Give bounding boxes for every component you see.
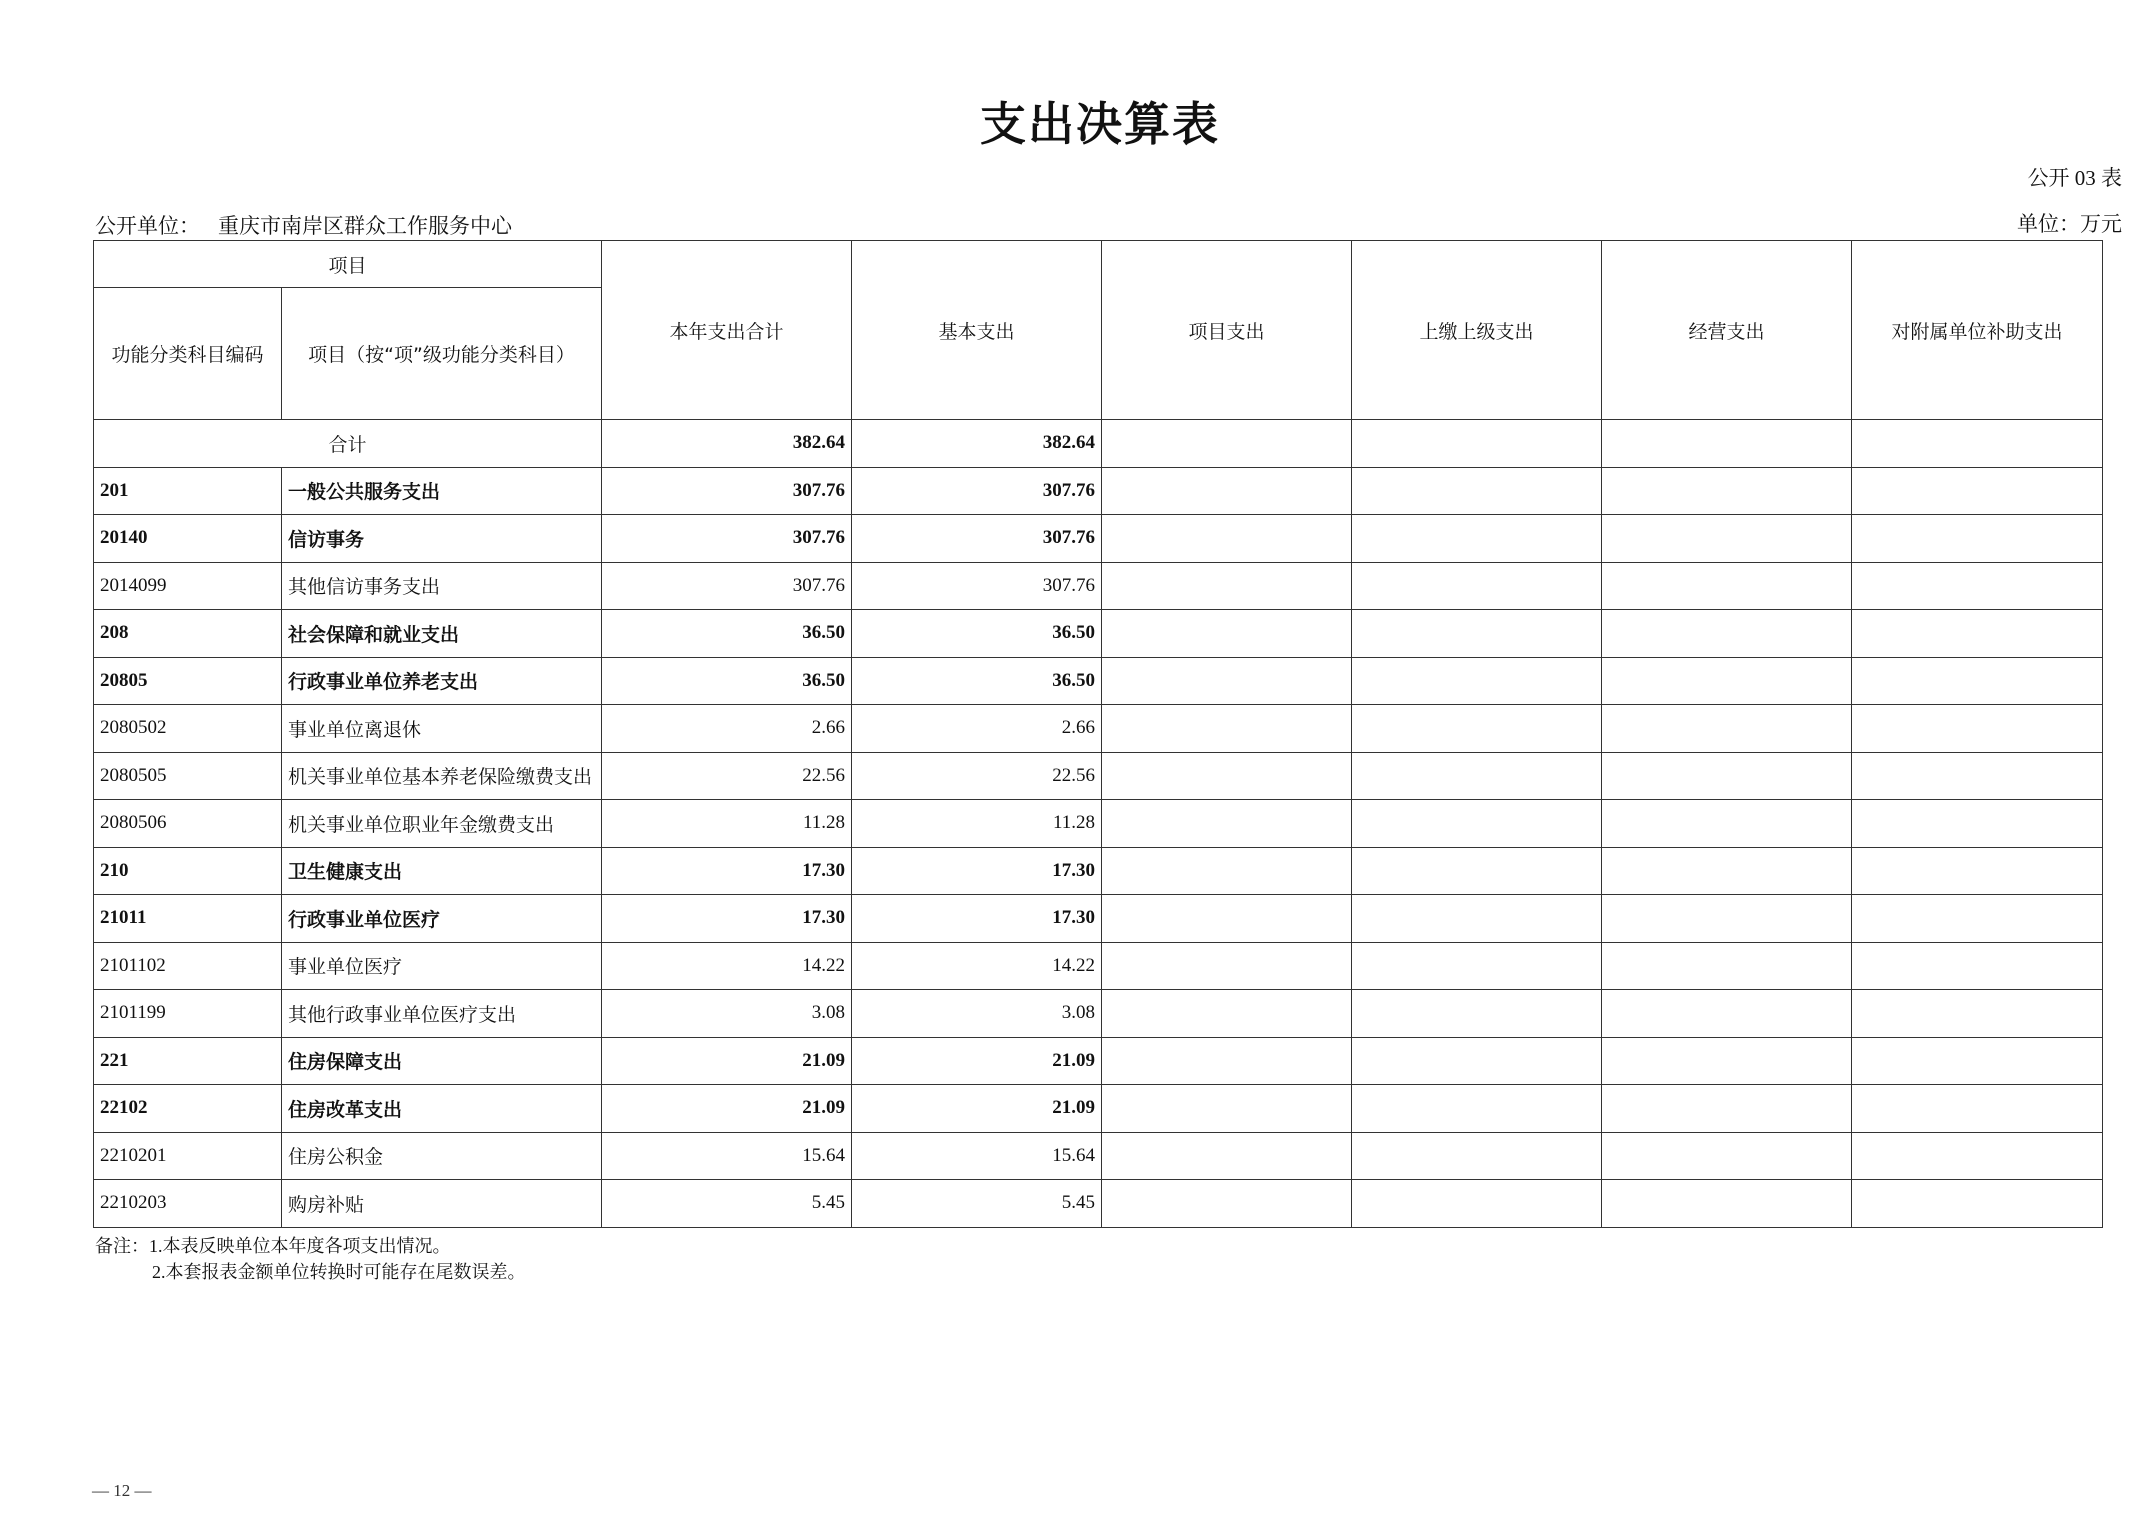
- note-line-2: 2.本套报表金额单位转换时可能存在尾数误差。: [152, 1262, 526, 1282]
- table-row: [94, 752, 2103, 800]
- header-project-expenditure: 项目支出: [1102, 241, 1352, 420]
- header-business: 经营支出: [1602, 241, 1852, 420]
- table-row: [94, 800, 2103, 848]
- table-row: [94, 657, 2103, 705]
- row-total: 15.64: [602, 1132, 852, 1180]
- empty-cell: [1602, 800, 1852, 848]
- row-code: 20140: [94, 515, 282, 563]
- row-basic: 21.09: [852, 1085, 1102, 1133]
- empty-cell: [1352, 657, 1602, 705]
- empty-cell: [1602, 705, 1852, 753]
- row-basic: 14.22: [852, 942, 1102, 990]
- empty-cell: [1352, 847, 1602, 895]
- empty-cell: [1852, 942, 2103, 990]
- empty-cell: [1852, 1180, 2103, 1228]
- empty-cell: [1102, 562, 1352, 610]
- unit-name: 重庆市南岸区群众工作服务中心: [218, 214, 512, 238]
- empty-cell: [1102, 895, 1352, 943]
- empty-cell: [1102, 1132, 1352, 1180]
- empty-cell: [1102, 610, 1352, 658]
- empty-cell: [1602, 420, 1852, 468]
- total-row: [94, 420, 2103, 468]
- row-name: 住房改革支出: [282, 1085, 602, 1133]
- empty-cell: [1602, 1132, 1852, 1180]
- page-number: — 12 —: [92, 1481, 152, 1500]
- empty-cell: [1602, 990, 1852, 1038]
- row-basic: 3.08: [852, 990, 1102, 1038]
- total-basic: 382.64: [852, 420, 1102, 468]
- row-name: 行政事业单位养老支出: [282, 657, 602, 705]
- empty-cell: [1602, 467, 1852, 515]
- table-row: [94, 705, 2103, 753]
- row-name: 机关事业单位基本养老保险缴费支出: [282, 752, 602, 800]
- row-basic: 36.50: [852, 610, 1102, 658]
- row-name: 购房补贴: [282, 1180, 602, 1228]
- row-total: 36.50: [602, 610, 852, 658]
- row-code: 2210201: [94, 1132, 282, 1180]
- empty-cell: [1102, 1037, 1352, 1085]
- empty-cell: [1352, 1085, 1602, 1133]
- empty-cell: [1852, 847, 2103, 895]
- empty-cell: [1102, 467, 1352, 515]
- table-row: [94, 515, 2103, 563]
- empty-cell: [1852, 657, 2103, 705]
- empty-cell: [1102, 420, 1352, 468]
- empty-cell: [1852, 610, 2103, 658]
- table-row: [94, 1037, 2103, 1085]
- table-row: [94, 1085, 2103, 1133]
- empty-cell: [1352, 895, 1602, 943]
- table-row: [94, 990, 2103, 1038]
- empty-cell: [1352, 800, 1602, 848]
- row-code: 2101199: [94, 990, 282, 1038]
- empty-cell: [1602, 610, 1852, 658]
- empty-cell: [1352, 515, 1602, 563]
- empty-cell: [1352, 1132, 1602, 1180]
- header-total: 本年支出合计: [602, 241, 852, 420]
- total-label: 合计: [94, 420, 602, 468]
- table-row: [94, 610, 2103, 658]
- empty-cell: [1852, 1037, 2103, 1085]
- row-total: 11.28: [602, 800, 852, 848]
- row-name: 住房公积金: [282, 1132, 602, 1180]
- empty-cell: [1102, 515, 1352, 563]
- empty-cell: [1852, 752, 2103, 800]
- row-basic: 11.28: [852, 800, 1102, 848]
- row-name: 事业单位离退休: [282, 705, 602, 753]
- empty-cell: [1102, 705, 1352, 753]
- empty-cell: [1102, 1085, 1352, 1133]
- row-basic: 2.66: [852, 705, 1102, 753]
- header-code: 功能分类科目编码: [94, 288, 282, 420]
- empty-cell: [1352, 467, 1602, 515]
- row-total: 21.09: [602, 1085, 852, 1133]
- row-code: 2080505: [94, 752, 282, 800]
- table-row: [94, 467, 2103, 515]
- table-row: [94, 847, 2103, 895]
- row-code: 21011: [94, 895, 282, 943]
- row-total: 3.08: [602, 990, 852, 1038]
- empty-cell: [1102, 657, 1352, 705]
- form-number: 公开 03 表: [2027, 166, 2122, 190]
- row-name: 社会保障和就业支出: [282, 610, 602, 658]
- empty-cell: [1602, 657, 1852, 705]
- empty-cell: [1102, 800, 1352, 848]
- row-basic: 17.30: [852, 895, 1102, 943]
- notes: [95, 1233, 526, 1285]
- row-name: 行政事业单位医疗: [282, 895, 602, 943]
- empty-cell: [1352, 705, 1602, 753]
- row-total: 2.66: [602, 705, 852, 753]
- table-row: [94, 1132, 2103, 1180]
- empty-cell: [1602, 515, 1852, 563]
- empty-cell: [1352, 610, 1602, 658]
- empty-cell: [1852, 990, 2103, 1038]
- header-upper-payment: 上缴上级支出: [1352, 241, 1602, 420]
- row-name: 机关事业单位职业年金缴费支出: [282, 800, 602, 848]
- empty-cell: [1852, 515, 2103, 563]
- empty-cell: [1852, 1085, 2103, 1133]
- row-basic: 307.76: [852, 515, 1102, 563]
- table-row: [94, 562, 2103, 610]
- row-basic: 22.56: [852, 752, 1102, 800]
- reporting-unit: [95, 210, 512, 240]
- row-total: 21.09: [602, 1037, 852, 1085]
- row-name: 其他行政事业单位医疗支出: [282, 990, 602, 1038]
- row-code: 208: [94, 610, 282, 658]
- row-basic: 5.45: [852, 1180, 1102, 1228]
- empty-cell: [1102, 942, 1352, 990]
- row-name: 住房保障支出: [282, 1037, 602, 1085]
- unit-label: 公开单位：: [95, 214, 200, 238]
- empty-cell: [1102, 990, 1352, 1038]
- empty-cell: [1602, 562, 1852, 610]
- row-code: 2101102: [94, 942, 282, 990]
- header-name: 项目（按“项”级功能分类科目）: [282, 288, 602, 420]
- row-name: 其他信访事务支出: [282, 562, 602, 610]
- row-name: 卫生健康支出: [282, 847, 602, 895]
- empty-cell: [1852, 800, 2103, 848]
- row-total: 307.76: [602, 467, 852, 515]
- row-code: 2014099: [94, 562, 282, 610]
- row-total: 17.30: [602, 847, 852, 895]
- empty-cell: [1602, 752, 1852, 800]
- empty-cell: [1852, 562, 2103, 610]
- row-code: 2080502: [94, 705, 282, 753]
- header-basic: 基本支出: [852, 241, 1102, 420]
- empty-cell: [1352, 990, 1602, 1038]
- row-code: 20805: [94, 657, 282, 705]
- table-row: [94, 895, 2103, 943]
- empty-cell: [1852, 705, 2103, 753]
- row-code: 2080506: [94, 800, 282, 848]
- row-code: 201: [94, 467, 282, 515]
- row-total: 17.30: [602, 895, 852, 943]
- row-basic: 307.76: [852, 562, 1102, 610]
- row-code: 210: [94, 847, 282, 895]
- empty-cell: [1602, 895, 1852, 943]
- empty-cell: [1102, 847, 1352, 895]
- row-basic: 36.50: [852, 657, 1102, 705]
- header-subsidy: 对附属单位补助支出: [1852, 241, 2103, 420]
- money-unit: 单位：万元: [2017, 212, 2122, 236]
- row-total: 5.45: [602, 1180, 852, 1228]
- empty-cell: [1352, 1180, 1602, 1228]
- row-code: 221: [94, 1037, 282, 1085]
- empty-cell: [1352, 942, 1602, 990]
- empty-cell: [1102, 752, 1352, 800]
- empty-cell: [1602, 847, 1852, 895]
- expenditure-table: [93, 240, 2103, 1228]
- row-name: 信访事务: [282, 515, 602, 563]
- row-name: 事业单位医疗: [282, 942, 602, 990]
- row-basic: 21.09: [852, 1037, 1102, 1085]
- table-row: [94, 942, 2103, 990]
- row-total: 36.50: [602, 657, 852, 705]
- empty-cell: [1352, 752, 1602, 800]
- row-name: 一般公共服务支出: [282, 467, 602, 515]
- empty-cell: [1602, 1085, 1852, 1133]
- empty-cell: [1852, 895, 2103, 943]
- note-line-1: 备注：1.本表反映单位本年度各项支出情况。: [95, 1236, 451, 1256]
- row-total: 14.22: [602, 942, 852, 990]
- table-row: [94, 1180, 2103, 1228]
- row-total: 307.76: [602, 515, 852, 563]
- page-title: 支出决算表: [980, 97, 1220, 151]
- empty-cell: [1602, 942, 1852, 990]
- row-basic: 15.64: [852, 1132, 1102, 1180]
- empty-cell: [1852, 1132, 2103, 1180]
- header-project: 项目: [94, 241, 602, 288]
- row-code: 2210203: [94, 1180, 282, 1228]
- row-basic: 17.30: [852, 847, 1102, 895]
- empty-cell: [1352, 1037, 1602, 1085]
- empty-cell: [1352, 562, 1602, 610]
- row-code: 22102: [94, 1085, 282, 1133]
- row-basic: 307.76: [852, 467, 1102, 515]
- empty-cell: [1602, 1180, 1852, 1228]
- total-amount: 382.64: [602, 420, 852, 468]
- empty-cell: [1602, 1037, 1852, 1085]
- row-total: 307.76: [602, 562, 852, 610]
- empty-cell: [1852, 467, 2103, 515]
- empty-cell: [1852, 420, 2103, 468]
- empty-cell: [1352, 420, 1602, 468]
- row-total: 22.56: [602, 752, 852, 800]
- empty-cell: [1102, 1180, 1352, 1228]
